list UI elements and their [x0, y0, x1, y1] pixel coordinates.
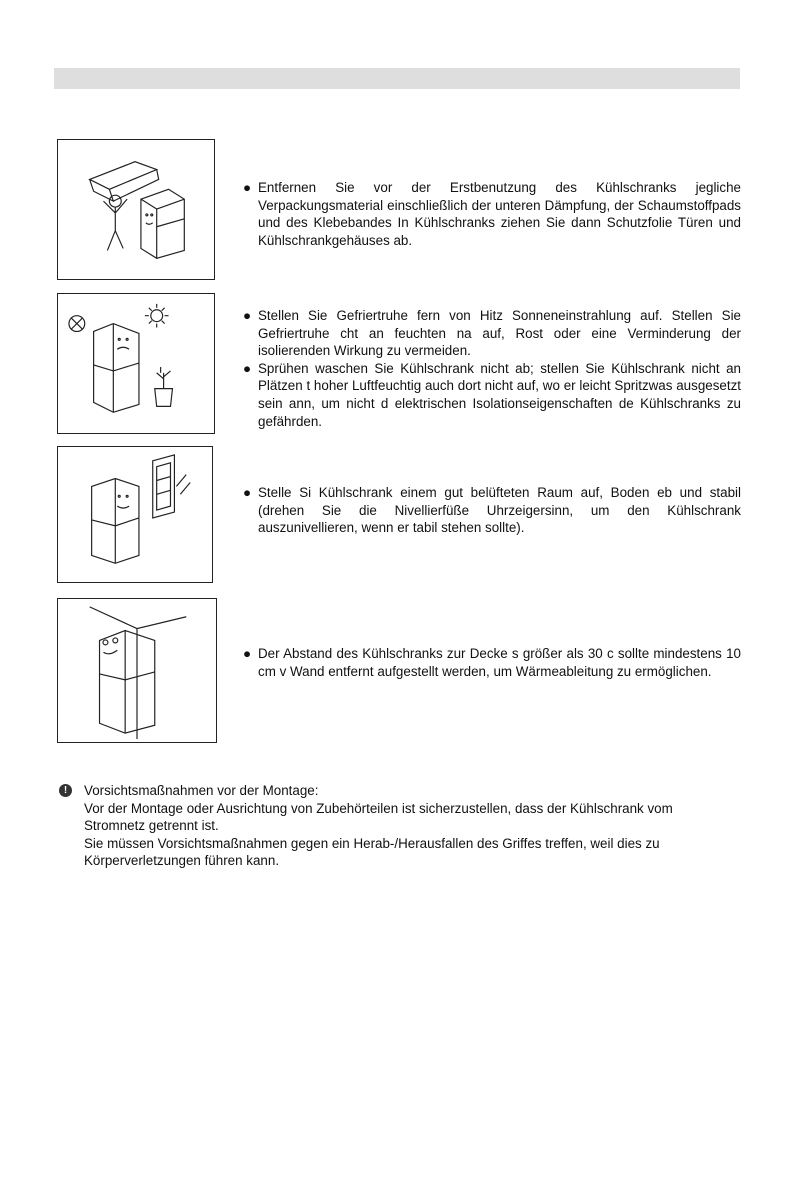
notice-line: Stromnetz getrennt ist. — [84, 818, 219, 834]
illustration-unpacking — [57, 139, 215, 280]
bullet-icon: ● — [243, 180, 252, 195]
notice-line: Vor der Montage oder Ausrichtung von Zubehörteilen ist sicherzustellen, dass der Kühlschrank vom — [84, 800, 673, 816]
list-item: ● Stellen Sie Gefriertruhe fern von Hitz Sonneneinstrahlung auf. Stellen Sie Gefriertruhe cht an feuchten na auf, Rost oder eine Verminderung der isolierenden Wirkung zu vermeiden. — [243, 308, 741, 359]
section-3-text — [243, 484, 741, 537]
list-item: ● Der Abstand des Kühlschranks zur Decke s größer als 30 c sollte mindestens 10 cm v Wand entfernt aufgestellt werden, um Wärmeableitung zu ermöglichen. — [243, 646, 741, 679]
precaution-notice — [59, 782, 749, 870]
list-item: ● Sprühen waschen Sie Kühlschrank nicht ab; stellen Sie Kühlschrank nicht an Plätzen t hoher Luftfeuchtig auch dort nicht auf, wo er leicht Spritzwas ausgesetzt sein ann, um nicht d elektrischen Isolationseigenschaften de Kühlschranks zu gefährden. — [243, 360, 741, 429]
illustration-clearance — [57, 598, 217, 743]
bullet-icon: ● — [243, 308, 252, 323]
notice-line: Sie müssen Vorsichtsmaßnahmen gegen ein Herab-/Herausfallen des Griffes treffen, weil dies zu — [84, 835, 660, 851]
notice-line: Körperverletzungen führen kann. — [84, 853, 280, 869]
notice-title: Vorsichtsmaßnahmen vor der Montage: — [84, 783, 319, 798]
list-item: ● Stelle Si Kühlschrank einem gut belüfteten Raum auf, Boden eb und stabil (drehen Sie die Nivellierfüße Uhrzeigersinn, um den Kühlschrank auszunivellieren, wenn er tabil stehen sollte). — [243, 485, 741, 536]
illustration-ventilated-room — [57, 446, 213, 583]
bullet-icon: ● — [243, 360, 252, 376]
section-2-text — [243, 307, 741, 430]
illustration-heat-humidity — [57, 293, 215, 434]
bullet-icon: ● — [243, 646, 252, 661]
list-item: ● Entfernen Sie vor der Erstbenutzung des Kühlschranks jegliche Verpackungsmaterial einschließlich der unteren Dämpfung, der Schaumstoffpads und des Klebebandes In Kühlschranks ziehen Sie dann Schutzfolie Türen und Kühlschrankgehäuses ab. — [243, 180, 741, 248]
section-4-text — [243, 645, 741, 680]
section-1-text — [243, 179, 741, 249]
bullet-icon: ● — [243, 485, 252, 500]
section-header-bar — [54, 68, 740, 89]
warning-icon: ! — [59, 784, 72, 797]
